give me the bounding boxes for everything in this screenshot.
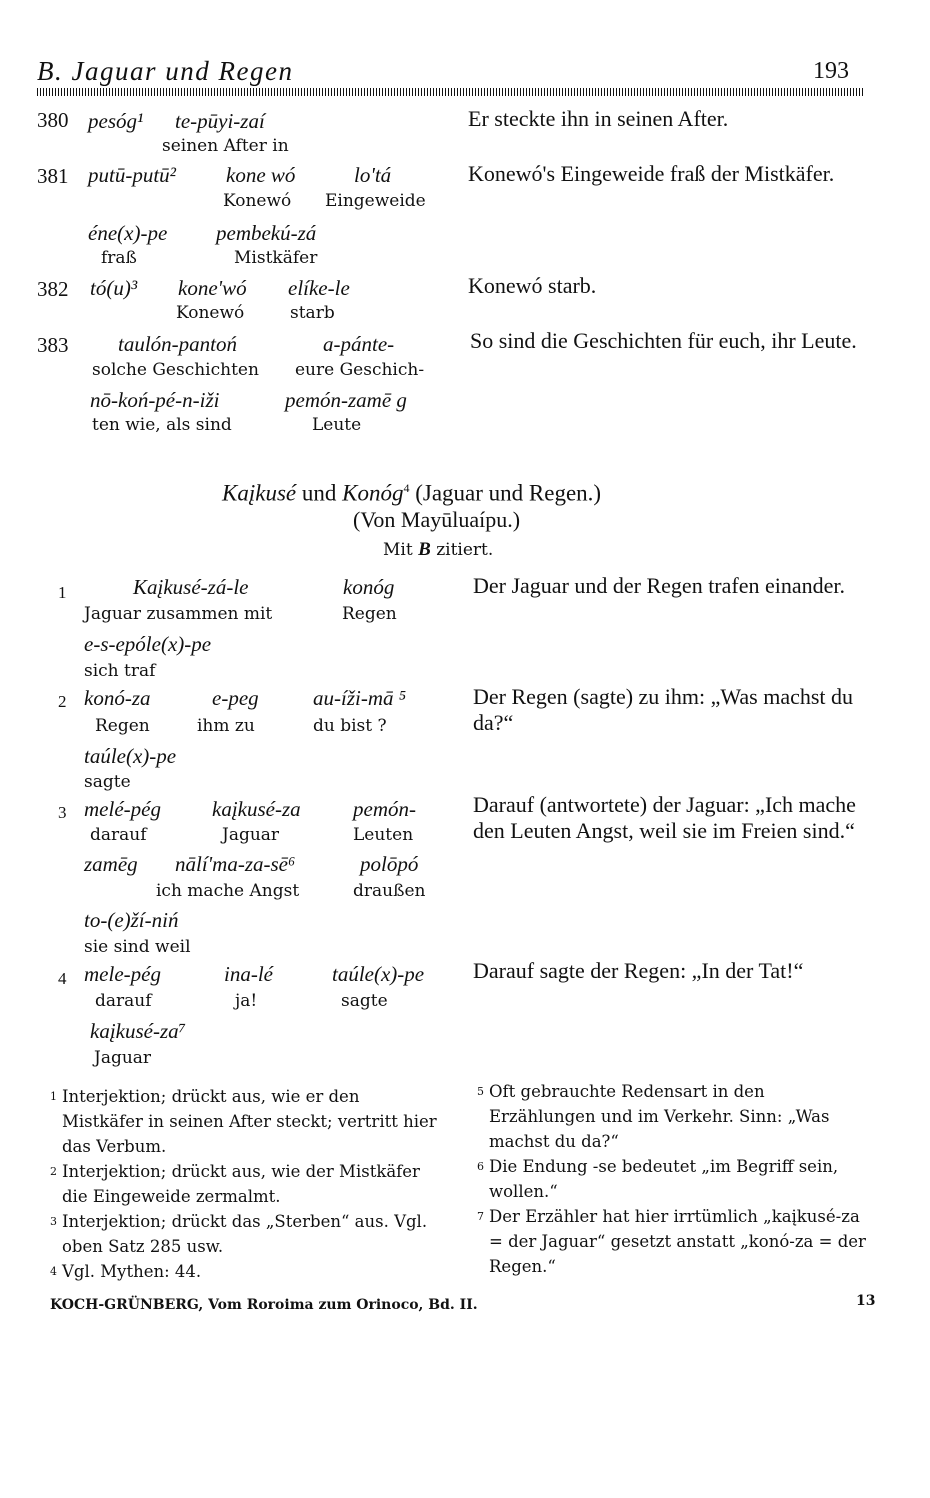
translation: Der Regen (sagte) zu ihm: „Was machst du da?“ (473, 684, 854, 735)
footnote-text: Vgl. Mythen: 44. (62, 1262, 202, 1281)
word: melé-pég (84, 797, 161, 821)
word: pesóg¹ (88, 109, 144, 133)
word: kone wó (226, 163, 296, 187)
story-title (222, 475, 601, 507)
footnote-text: Die Endung -se bedeutet „im Begriff sein, wollen.“ (489, 1157, 839, 1201)
title-word: Konóg (342, 480, 404, 506)
gloss: fraß (101, 248, 137, 268)
footnotes-right (477, 1079, 870, 1279)
footnote-mark: 6 (477, 1160, 484, 1173)
footnote-text: Interjektion; drückt aus, wie der Mistkäfer die Eingeweide zermalmt. (62, 1162, 420, 1206)
word: Kaįkusé-zá-le (133, 575, 249, 599)
word: nālí'ma-za-sē⁶ (175, 852, 296, 876)
line-number: 381 (37, 164, 69, 188)
gloss: Eingeweide (325, 191, 426, 211)
word: kaįkusé-za (212, 797, 301, 821)
gloss: Regen (342, 604, 397, 624)
story-teller: (Von Mayūluaípu.) (353, 507, 521, 532)
word: a-pánte- (323, 332, 395, 356)
gloss: Jaguar zusammen mit (84, 604, 273, 624)
page-number: 193 (813, 58, 849, 84)
footnote-text: Oft gebrauchte Redensart in den Erzählungen und im Verkehr. Sinn: „Was machst du da?“ (489, 1082, 830, 1151)
gloss: Leuten (353, 825, 414, 845)
word: mele-pég (84, 962, 161, 986)
word: te-pūyi-zaí (175, 109, 265, 133)
word: pemón- (353, 797, 416, 821)
footnote-text: Interjektion; drückt das „Sterben“ aus. Vgl. oben Satz 285 usw. (62, 1212, 428, 1256)
gloss: du bist ? (313, 716, 387, 736)
footnote-mark: 3 (50, 1215, 57, 1228)
footnote-mark: 7 (477, 1210, 484, 1223)
title-word: und (301, 480, 337, 506)
line-number: 1 (58, 583, 67, 602)
gloss: starb (290, 303, 335, 323)
note-letter: B (418, 539, 431, 560)
gloss: darauf (95, 991, 152, 1011)
word: ina-lé (224, 962, 273, 986)
citation-note (383, 539, 493, 561)
footnote (50, 1084, 444, 1159)
gloss: Jaguar (94, 1048, 152, 1068)
translation: Er steckte ihn in seinen After. (468, 106, 729, 131)
gloss: Konewó (223, 191, 292, 211)
footnote (477, 1154, 870, 1204)
signature-line: KOCH-GRÜNBERG, Vom Roroima zum Orinoco, Bd. II. (50, 1297, 478, 1313)
translation: Konewó's Eingeweide fraß der Mistkäfer. (468, 161, 835, 186)
footnote-text: Interjektion; drückt aus, wie er den Mistkäfer in seinen After steckt; vertritt hier das Verbum. (62, 1087, 437, 1156)
footnote-text: Der Erzähler hat hier irrtümlich „kaįkusé-za = der Jaguar“ gesetzt anstatt „konó-za = der Regen.“ (489, 1207, 866, 1276)
footnote-mark: 4 (50, 1265, 57, 1278)
line-number: 2 (58, 692, 67, 711)
word: to-(e)ží-niń (84, 908, 179, 932)
translation: Darauf sagte der Regen: „In der Tat!“ (473, 958, 804, 983)
footnote-mark: 1 (50, 1090, 57, 1103)
word: éne(x)-pe (88, 221, 168, 245)
line-number: 3 (58, 803, 67, 822)
word: putū-putū² (88, 163, 176, 187)
word: nō-koń-pé-n-iži (90, 388, 220, 412)
gloss: draußen (353, 881, 426, 901)
running-title: B. Jaguar und Regen (37, 56, 294, 86)
gloss: Konewó (176, 303, 245, 323)
word: konóg (343, 575, 395, 599)
footnote-mark: 2 (50, 1165, 57, 1178)
footnote (50, 1209, 444, 1259)
gloss: sie sind weil (84, 937, 191, 957)
gloss: Jaguar (222, 825, 280, 845)
title-gloss: (Jaguar und Regen.) (415, 480, 602, 506)
word: polōpó (360, 852, 419, 876)
gloss: darauf (90, 825, 147, 845)
word: kone'wó (178, 276, 247, 300)
word: elíke-le (288, 276, 350, 300)
gloss: solche Geschichten (92, 360, 259, 380)
gloss: Mistkäfer (234, 248, 318, 268)
translation: Der Jaguar und der Regen trafen einander. (473, 573, 846, 598)
gloss: sagte (84, 772, 131, 792)
word: taúle(x)-pe (332, 962, 425, 986)
gloss: eure Geschich- (295, 360, 425, 380)
word: e-s-epóle(x)-pe (84, 632, 212, 656)
translation: Darauf (antwortete) der Jaguar: „Ich mache den Leuten Angst, weil sie im Freien sind.“ (473, 792, 856, 843)
word: pemón-zamē g (285, 388, 407, 412)
title-word: Kaįkusé (222, 480, 297, 506)
gloss: ich mache Angst (156, 881, 300, 901)
word: au-íži-mā ⁵ (313, 686, 407, 710)
gloss: ja! (235, 991, 258, 1011)
footnote (477, 1079, 870, 1154)
word: tó(u)³ (90, 276, 138, 300)
gloss: sagte (341, 991, 388, 1011)
gloss: seinen After in (162, 136, 289, 156)
word: lo'tá (354, 163, 392, 187)
word: zamēg (84, 852, 138, 876)
header-rule (37, 88, 864, 96)
footnotes-left (50, 1084, 444, 1284)
word: kaįkusé-za⁷ (90, 1019, 186, 1043)
word: pembekú-zá (216, 221, 317, 245)
gloss: Regen (95, 716, 150, 736)
word: taúle(x)-pe (84, 744, 177, 768)
footnote-mark: 5 (477, 1085, 484, 1098)
line-number: 382 (37, 277, 69, 301)
footnote (50, 1259, 444, 1284)
word: taulón-pantoń (118, 332, 237, 356)
line-number: 4 (58, 969, 67, 988)
footnote (50, 1159, 444, 1209)
gloss: sich traf (84, 661, 156, 681)
note-text: zitiert. (436, 540, 494, 560)
note-text: Mit (383, 540, 413, 560)
word: e-peg (212, 686, 259, 710)
gloss: ihm zu (197, 716, 255, 736)
footnote-ref: 4 (403, 481, 410, 495)
translation: So sind die Geschichten für euch, ihr Leute. (470, 328, 857, 353)
line-number: 383 (37, 333, 69, 357)
sheet-number: 13 (856, 1293, 876, 1309)
word: konó-za (84, 686, 151, 710)
translation: Konewó starb. (468, 273, 597, 298)
footnote (477, 1204, 870, 1279)
gloss: Leute (312, 415, 362, 435)
line-number: 380 (37, 108, 69, 132)
gloss: ten wie, als sind (92, 415, 232, 435)
